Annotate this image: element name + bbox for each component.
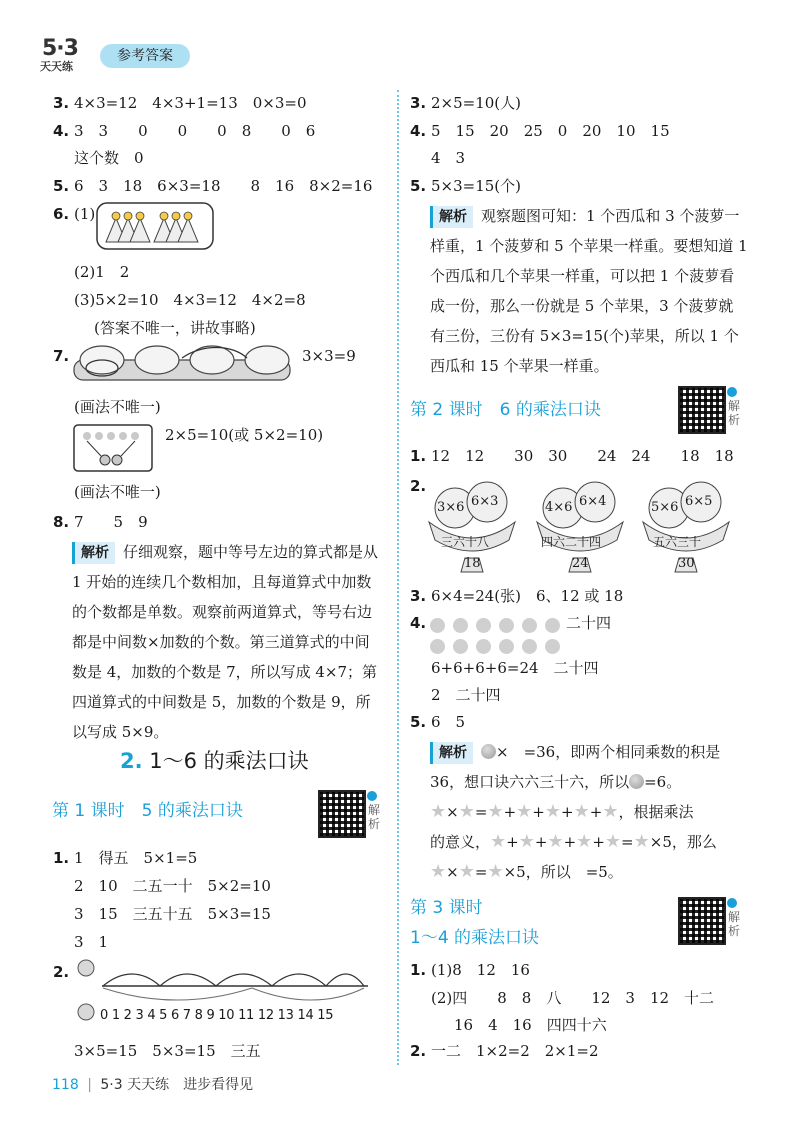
- footer-separator: |: [87, 1077, 92, 1093]
- q-number: 3.: [53, 94, 70, 112]
- analysis-text: =6。: [644, 773, 682, 791]
- dots-row: [430, 636, 568, 654]
- q-number: 1.: [410, 961, 427, 979]
- q-number: 5.: [53, 177, 70, 195]
- footer: [52, 1074, 253, 1094]
- answer-line: (1): [74, 205, 96, 223]
- q-number: 1.: [410, 447, 427, 465]
- answer-line: 12 12 30 30 24 24 18 18: [431, 447, 734, 465]
- answer-line: 16 4 16 四四十六: [454, 1016, 607, 1034]
- dot: [499, 618, 514, 633]
- q-number: 3.: [410, 587, 427, 605]
- analysis-label: 解析: [430, 742, 473, 764]
- analysis-text: 仔细观察，题中等号左边的算式都是从 1 开始的连续几个数相加，且每道算式中加数的个数都是单数。观察前两道算式，等号右边都是中间数×加数的个数。第三道算式的中间数是 4，加数的个数是 7，所以写成 4×7；第四道算式的中间数是 5，加数的个数是 9，所以写成 5×9。: [72, 543, 379, 741]
- q-number: 6.: [53, 205, 70, 223]
- tick-label: 0: [100, 1008, 108, 1023]
- section-heading: [120, 745, 309, 775]
- answer-line: 6+6+6+6=24 二十四: [431, 659, 599, 677]
- note: (画法不唯一): [74, 398, 161, 416]
- q-number: 4.: [410, 122, 427, 140]
- qr-label: 解析: [368, 803, 381, 831]
- cup: [639, 478, 733, 574]
- star-icon: ★: [516, 801, 533, 822]
- q-number: 3.: [410, 94, 427, 112]
- lesson-title: 第 2 课时 6 的乘法口诀: [410, 400, 601, 420]
- star-icon: ★: [487, 861, 504, 882]
- tick-label: 5: [159, 1008, 168, 1023]
- tick-label: 2: [123, 1008, 132, 1023]
- answer-line: (3)5×2=10 4×3=12 4×2=8: [74, 291, 306, 309]
- answer-line: 这个数 0: [74, 149, 144, 167]
- section-title: 1～6 的乘法口诀: [149, 749, 309, 773]
- answer-line: 一二 1×2=2 2×1=2: [431, 1042, 599, 1060]
- tick-label: 7: [182, 1008, 191, 1023]
- header-title: 参考答案: [100, 44, 190, 68]
- lesson-subtitle: 1～4 的乘法口诀: [410, 928, 540, 948]
- cup-rhyme: 五六三十: [653, 535, 702, 549]
- tick-label: 13: [277, 1008, 294, 1023]
- dot: [476, 618, 491, 633]
- cup-factor-a: 5×6: [651, 500, 679, 515]
- q-number: 1.: [53, 849, 70, 867]
- analysis-text: 观察题图可知：1 个西瓜和 3 个菠萝一样重，1 个菠萝和 5 个苹果一样重。要想知道 1 个西瓜和几个苹果一样重，可以把 1 个菠萝看成一份，那么一份就是 5 个苹果，3 个菠萝就有三份，三份有 5×3=15(个)苹果，所以 1 个西瓜和 15 个苹果一样重。: [430, 207, 748, 375]
- dot: [522, 639, 537, 654]
- play-icon[interactable]: [367, 791, 377, 801]
- cups-row: [425, 478, 745, 578]
- q-number: 2.: [410, 477, 427, 495]
- answer-line: 5×3=15(个): [431, 177, 522, 195]
- dot: [453, 618, 468, 633]
- analysis-text: ×5，那么: [649, 833, 717, 851]
- play-icon[interactable]: [727, 898, 737, 908]
- star-icon: ★: [547, 831, 564, 852]
- ball-icon: [629, 774, 644, 789]
- answer-line: 4 3: [431, 149, 466, 167]
- analysis-text: 36，想口诀六六三十六，所以: [430, 773, 630, 791]
- lesson-title: 第 1 课时 5 的乘法口诀: [52, 801, 243, 821]
- answer-line: 2×5=10(人): [431, 94, 522, 112]
- dots-illustration: [73, 424, 153, 472]
- q-number: 5.: [410, 713, 427, 731]
- qr-code[interactable]: [678, 386, 726, 434]
- answer-line: 2 二十四: [431, 686, 501, 704]
- star-icon: ★: [490, 831, 507, 852]
- analysis-block: 解析 × =36，即两个相同乘数的积是 36，想口诀六六三十六，所以 =6。 ★×★=★+★+★+★+★，根据乘法 的意义，★+★+★+★+★=★×5，那么 ★×★=★×5，所以 =5。: [430, 743, 721, 882]
- cup-factor-a: 4×6: [545, 500, 573, 515]
- star-icon: ★: [573, 801, 590, 822]
- note: (画法不唯一): [74, 483, 161, 501]
- answer-line: 6 5: [431, 713, 466, 731]
- section-number: 2.: [120, 749, 143, 773]
- star-icon: ★: [487, 801, 504, 822]
- logo: [40, 36, 94, 74]
- star-icon: ★: [544, 801, 562, 822]
- answer-line: 3×3=9: [302, 347, 356, 365]
- answer-line: 2 10 二五一十 5×2=10: [74, 877, 271, 895]
- answer-line: (2)四 8 8 八 12 3 12 十二: [431, 989, 715, 1007]
- cup-factor-a: 3×6: [437, 500, 465, 515]
- answer-line: 4×3=12 4×3+1=13 0×3=0: [74, 94, 307, 112]
- ruler-labels: [100, 1008, 370, 1023]
- logo-mark: 5·3: [42, 36, 78, 61]
- qr-label: 解析: [728, 399, 741, 427]
- dot: [453, 639, 468, 654]
- star-icon: ★: [458, 801, 475, 822]
- star-icon: ★: [518, 831, 535, 852]
- cup-value: 24: [572, 556, 589, 571]
- answer-line: (1)8 12 16: [431, 961, 530, 979]
- analysis-label: 解析: [72, 542, 115, 564]
- q-number: 4.: [53, 122, 70, 140]
- analysis-label: 解析: [430, 206, 473, 228]
- answer-line: 3×5=15 5×3=15 三五: [74, 1042, 261, 1060]
- star-icon: ★: [576, 831, 593, 852]
- cup-value: 30: [678, 556, 695, 571]
- answer-line: 6 3 18 6×3=18 8 16 8×2=16: [74, 177, 373, 195]
- answer-line: 1 得五 5×1=5: [74, 849, 198, 867]
- qr-code[interactable]: [678, 897, 726, 945]
- tick-label: 10: [218, 1008, 235, 1023]
- dots-row: [430, 615, 568, 633]
- dot: [476, 639, 491, 654]
- answer-line: 3 3 0 0 0 8 0 6: [74, 122, 316, 140]
- logo-sub: 天天练: [40, 60, 73, 73]
- answer-line: 3 1: [74, 933, 109, 951]
- answer-line: 5 15 20 25 0 20 10 15: [431, 122, 670, 140]
- cup: [533, 478, 627, 574]
- cup-rhyme: 四六二十四: [541, 535, 602, 549]
- analysis-text: ×5，所以 =5。: [503, 863, 623, 881]
- qr-label: 解析: [728, 910, 741, 938]
- answer-line: 7 5 9: [74, 513, 148, 531]
- q-number: 4.: [410, 614, 427, 632]
- ball-icon: [481, 744, 496, 759]
- star-icon: ★: [458, 861, 475, 882]
- analysis-text: 的意义，: [430, 833, 491, 851]
- bowling-pins-illustration: [96, 202, 214, 250]
- tick-label: 12: [257, 1008, 274, 1023]
- analysis-text: × =36，即两个相同乘数的积是: [496, 743, 721, 761]
- tick-label: 8: [194, 1008, 203, 1023]
- dot: [522, 618, 537, 633]
- answer-line: 6×4=24(张) 6、12 或 18: [431, 587, 624, 605]
- tick-label: 4: [147, 1008, 156, 1023]
- tick-label: 11: [238, 1008, 255, 1023]
- column-divider: [397, 90, 399, 1065]
- qr-code[interactable]: [318, 790, 366, 838]
- dot: [430, 618, 445, 633]
- cup-rhyme: 三六十八: [441, 535, 490, 549]
- analysis-block: [430, 201, 748, 381]
- answer-line: (2)1 2: [74, 263, 130, 281]
- cup-value: 18: [464, 556, 481, 571]
- star-icon: ★: [430, 801, 447, 822]
- answer-line: 2×5=10(或 5×2=10): [165, 426, 324, 444]
- tick-label: 15: [317, 1008, 334, 1023]
- tick-label: 14: [297, 1008, 314, 1023]
- star-icon: ★: [430, 861, 447, 882]
- star-icon: ★: [633, 831, 650, 852]
- tick-label: 9: [206, 1008, 215, 1023]
- cup-factor-b: 6×4: [579, 494, 607, 509]
- q-number: 7.: [53, 347, 70, 365]
- cup-factor-b: 6×5: [685, 494, 713, 509]
- play-icon[interactable]: [727, 387, 737, 397]
- q-number: 2.: [53, 963, 70, 981]
- star-icon: ★: [604, 831, 622, 852]
- note: (答案不唯一，讲故事略): [94, 319, 256, 337]
- analysis-text: ，根据乘法: [618, 803, 694, 821]
- footer-brand: 5·3 天天练 进步看得见: [100, 1077, 254, 1093]
- analysis-block: [72, 537, 384, 747]
- star-icon: ★: [602, 801, 619, 822]
- lesson-title: 第 3 课时: [410, 898, 483, 918]
- tick-label: 6: [170, 1008, 179, 1023]
- cup: [425, 478, 519, 574]
- dot: [430, 639, 445, 654]
- dot: [499, 639, 514, 654]
- tick-label: 1: [111, 1008, 120, 1023]
- cup-factor-b: 6×3: [471, 494, 499, 509]
- page-number: 118: [52, 1077, 79, 1093]
- q-number: 8.: [53, 513, 70, 531]
- answer-line: 3 15 三五十五 5×3=15: [74, 905, 271, 923]
- answer-line: 二十四: [566, 614, 612, 632]
- q-number: 2.: [410, 1042, 427, 1060]
- tick-label: 3: [135, 1008, 144, 1023]
- steamed-buns-illustration: [72, 338, 294, 386]
- q-number: 5.: [410, 177, 427, 195]
- dot: [545, 618, 560, 633]
- dot: [545, 639, 560, 654]
